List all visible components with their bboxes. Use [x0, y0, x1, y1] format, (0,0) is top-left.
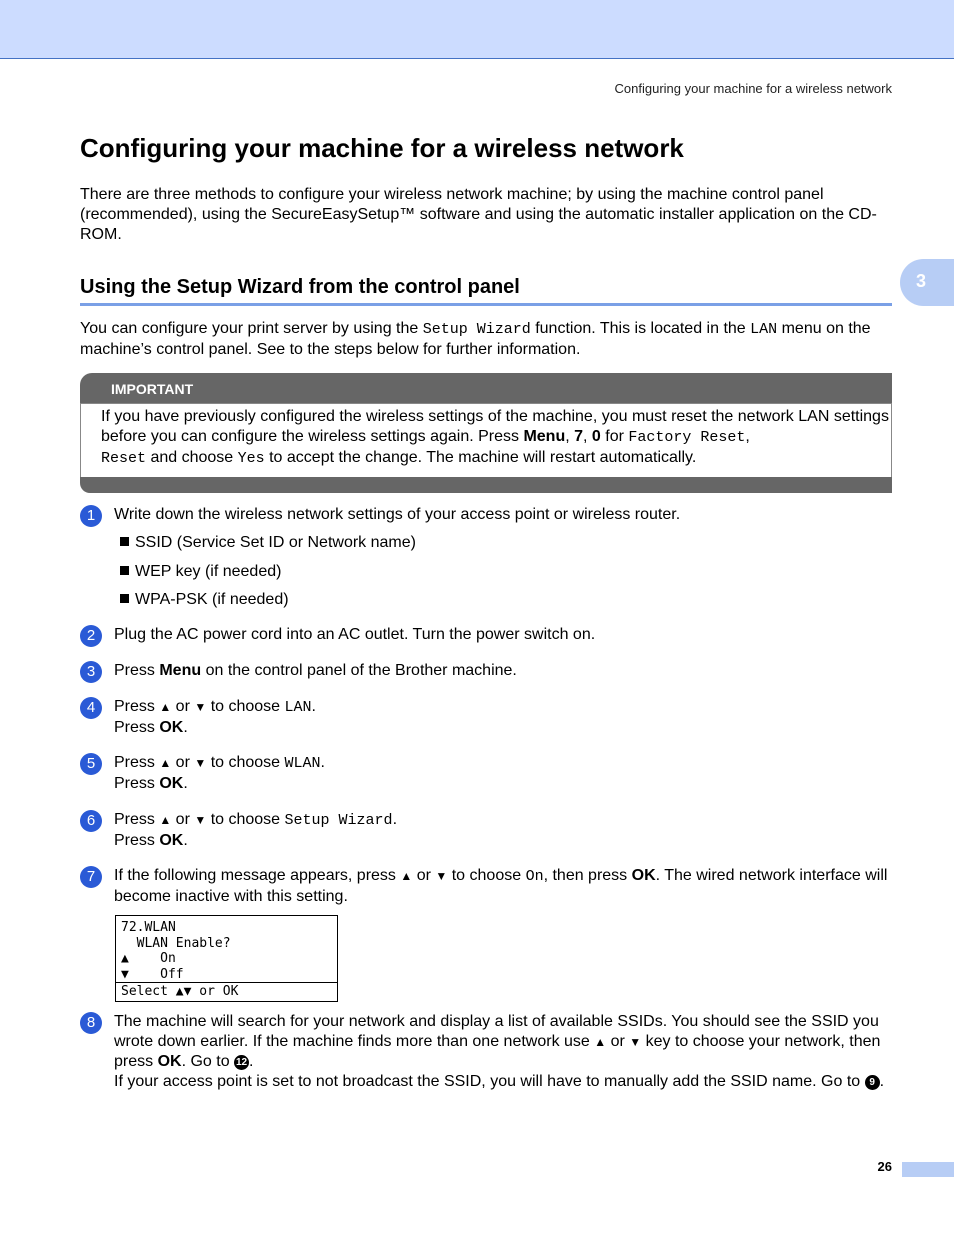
list-item: WPA-PSK (if needed) [120, 590, 289, 610]
running-head: Configuring your machine for a wireless network [614, 81, 892, 96]
lcd-line: 72.WLAN [121, 920, 176, 935]
step-number-icon: 2 [80, 625, 102, 647]
lcd-line: ▼ Off [121, 967, 184, 982]
up-arrow-icon: ▲ [159, 756, 172, 770]
step-text: If the following message appears, press ▲ or ▼ to choose On, then press OK. The wired network interface will become inactive with this setting. [114, 867, 888, 905]
lcd-line: WLAN Enable? [121, 936, 231, 951]
step-number-icon: 1 [80, 505, 102, 527]
step-reference-icon: 12 [235, 1057, 248, 1068]
step-text: Press ▲ or ▼ to choose LAN. Press OK. [114, 698, 316, 736]
important-label: IMPORTANT [111, 381, 194, 397]
important-text: If you have previously configured the wireless settings of the machine, you must reset the network LAN settings before you can configure the wireless settings again. Press Menu, 7, 0 for Factory Reset, Reset and choose Yes to accept the change. The machine will restart automatically. [101, 408, 889, 467]
step-number-icon: 5 [80, 753, 102, 775]
square-bullet-icon [120, 537, 129, 546]
down-arrow-icon: ▼ [194, 700, 207, 714]
up-arrow-icon: ▲ [594, 1035, 607, 1049]
page-tab [902, 1162, 954, 1177]
lcd-divider [116, 982, 337, 983]
section-paragraph: You can configure your print server by using the Setup Wizard function. This is located in the LAN menu on the machine’s control panel. See to the steps below for further information. [80, 320, 871, 358]
down-arrow-icon: ▼ [121, 967, 129, 982]
step-text: The machine will search for your network and display a list of available SSIDs. You should see the SSID you wrote down earlier. If the machine finds more than one network use ▲ or ▼ key to choose your network, then press OK. Go to 12 . If your access point is set to not broadcast the SSID, you will have to manually add the SSID name. Go to 9 . [114, 1013, 885, 1090]
step-number-icon: 6 [80, 810, 102, 832]
page-number: 26 [877, 1159, 892, 1174]
list-item: SSID (Service Set ID or Network name) [120, 533, 416, 553]
down-arrow-icon: ▼ [629, 1035, 642, 1049]
up-arrow-icon: ▲ [159, 813, 172, 827]
up-arrow-icon: ▲ [400, 869, 413, 883]
intro-paragraph: There are three methods to configure your wireless network machine; by using the machine control panel (recommended), using the SecureEasySetup™ software and using the automatic installer application on the CD-ROM. [80, 186, 877, 243]
step-number-icon: 3 [80, 661, 102, 683]
lcd-display [115, 915, 338, 1002]
list-item: WEP key (if needed) [120, 562, 281, 582]
step-number-icon: 4 [80, 697, 102, 719]
page-title: Configuring your machine for a wireless network [80, 133, 684, 163]
step-text: Press ▲ or ▼ to choose WLAN. Press OK. [114, 754, 325, 792]
header-band [0, 0, 954, 59]
step-reference-icon: 9 [865, 1075, 880, 1090]
down-arrow-icon: ▼ [435, 869, 448, 883]
step-text: Press Menu on the control panel of the Brother machine. [114, 662, 517, 679]
step-text: Press ▲ or ▼ to choose Setup Wizard. Press OK. [114, 811, 398, 849]
chapter-number: 3 [916, 271, 927, 291]
chapter-tab [900, 259, 954, 306]
section-title: Using the Setup Wizard from the control panel [80, 276, 892, 306]
important-footer [80, 477, 892, 493]
down-arrow-icon: ▼ [194, 756, 207, 770]
important-header [80, 373, 892, 403]
square-bullet-icon [120, 594, 129, 603]
up-arrow-icon: ▲ [159, 700, 172, 714]
up-arrow-icon: ▲ [121, 951, 129, 966]
lcd-line: ▲ On [121, 951, 176, 966]
down-arrow-icon: ▼ [194, 813, 207, 827]
step-text: Write down the wireless network settings of your access point or wireless router. [114, 506, 681, 523]
step-text: Plug the AC power cord into an AC outlet. Turn the power switch on. [114, 626, 596, 643]
lcd-line: Select ▲▼ or OK [121, 984, 239, 999]
step-number-icon: 8 [80, 1012, 102, 1034]
square-bullet-icon [120, 566, 129, 575]
step-number-icon: 7 [80, 866, 102, 888]
